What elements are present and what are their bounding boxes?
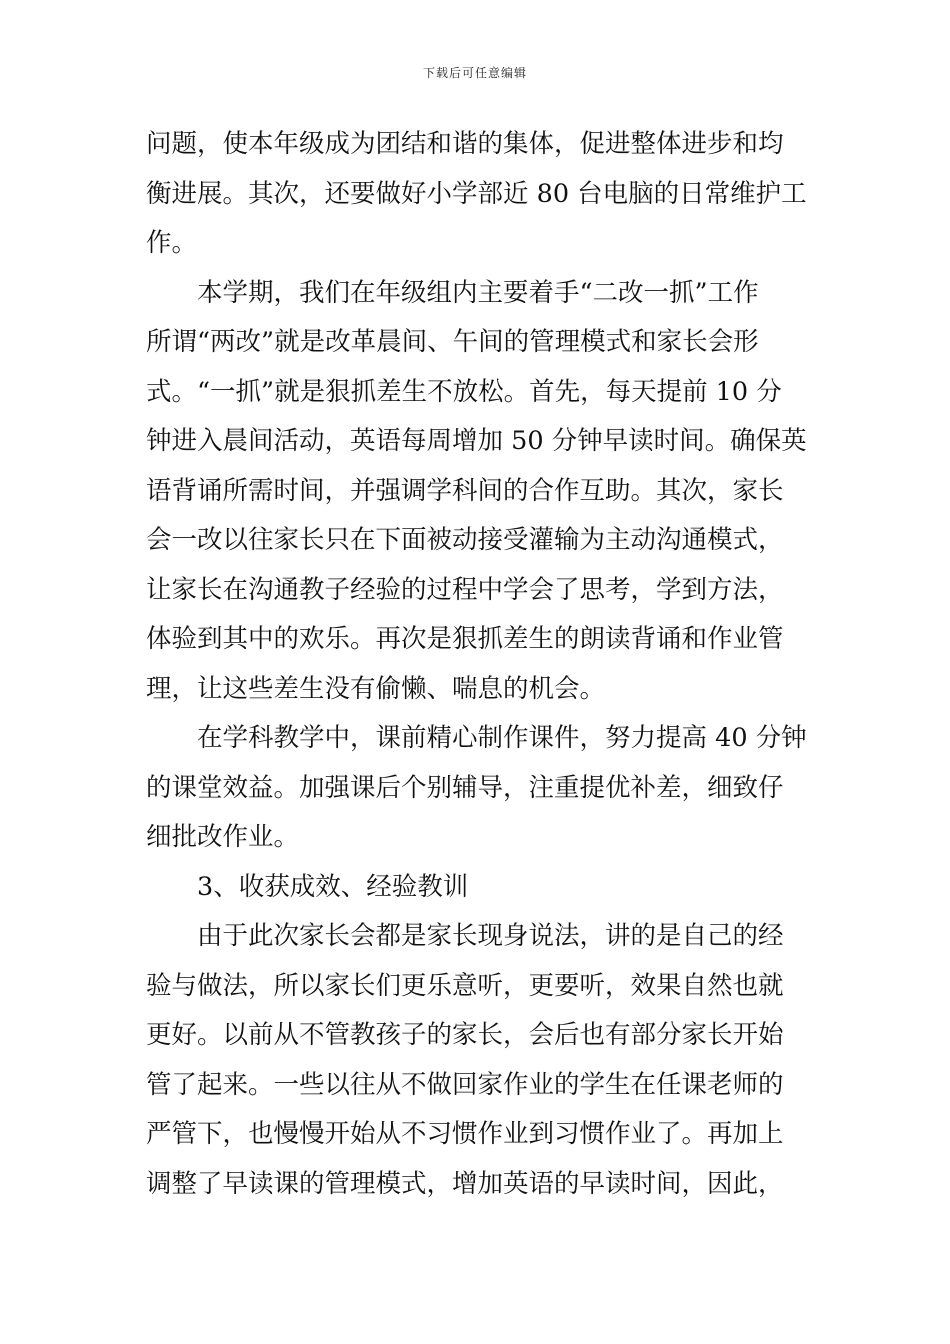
text-line: 由于此次家长会都是家长现身说法，讲的是自己的经: [146, 921, 784, 951]
text-line: 在学科教学中，课前精心制作课件，努力提高 40 分钟: [146, 723, 807, 753]
page-header-note: 下载后可任意编辑: [422, 66, 527, 80]
document-body: [146, 120, 811, 1209]
text-line: 管了起来。一些以往从不做回家作业的学生在任课老师的: [146, 1069, 784, 1100]
text-line: 让家长在沟通教子经验的过程中学会了思考，学到方法，: [146, 574, 784, 605]
text-line: 理，让这些差生没有偷懒、喘息的机会。: [146, 673, 606, 704]
text-line: 的课堂效益。加强课后个别辅导，注重提优补差，细致仔: [146, 772, 784, 803]
text-line: 细批改作业。: [146, 822, 300, 852]
text-line: 调整了早读课的管理模式，增加英语的早读时间，因此，: [146, 1168, 784, 1199]
text-line: 更好。以前从不管教孩子的家长，会后也有部分家长开始: [146, 1020, 784, 1050]
text-line: 本学期，我们在年级组内主要着手“二改一抓”工作: [146, 277, 759, 308]
text-line: 衡进展。其次，还要做好小学部近 80 台电脑的日常维护工: [146, 178, 807, 209]
section-heading: 3、收获成效、经验教训: [146, 871, 469, 902]
text-line: 会一改以往家长只在下面被动接受灌输为主动沟通模式，: [146, 525, 784, 555]
text-line: 所谓“两改”就是改革晨间、午间的管理模式和家长会形: [146, 327, 759, 357]
text-line: 式。“一抓”就是狠抓差生不放松。首先，每天提前 10 分: [146, 376, 782, 407]
text-line: 问题，使本年级成为团结和谐的集体，促进整体进步和均: [146, 129, 784, 159]
text-line: 语背诵所需时间，并强调学科间的合作互助。其次，家长: [146, 475, 784, 506]
text-line: 体验到其中的欢乐。再次是狠抓差生的朗读背诵和作业管: [146, 624, 784, 654]
text-line: 严管下，也慢慢开始从不习惯作业到习惯作业了。再加上: [146, 1119, 784, 1149]
text-line: 作。: [146, 228, 198, 258]
text-line: 验与做法，所以家长们更乐意听，更要听，效果自然也就: [146, 970, 784, 1001]
text-line: 钟进入晨间活动，英语每周增加 50 分钟早读时间。确保英: [146, 426, 807, 456]
